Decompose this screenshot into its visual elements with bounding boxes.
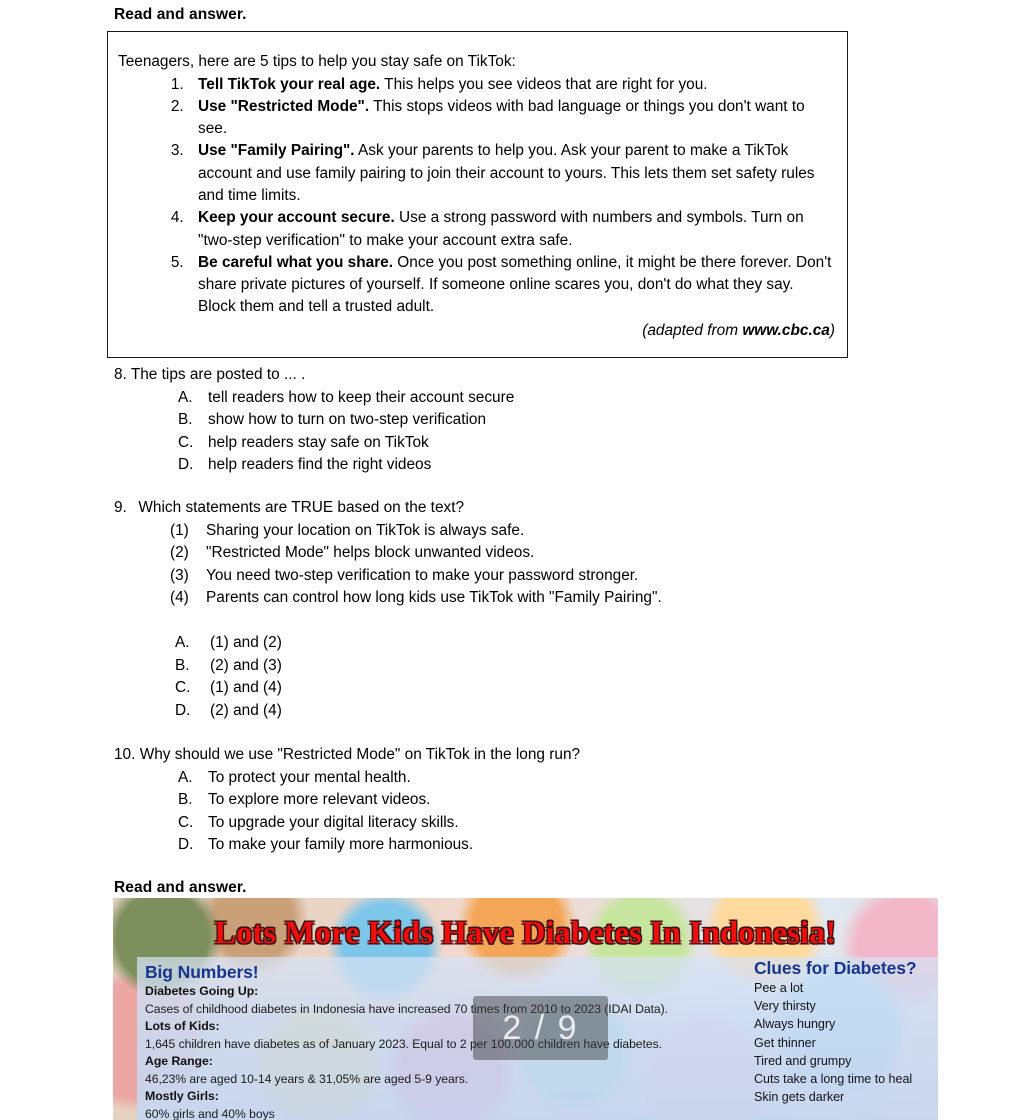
tip-title: Keep your account secure. [198,209,395,227]
question-10-number: 10. [114,746,136,763]
tip-title: Use "Family Pairing". [198,142,355,160]
stat-value: 1,645 children have diabetes as of January 2023. Equal to 2 per 100.000 children have diabetes. [145,1036,662,1051]
option-row[interactable] [175,700,894,723]
tip-item [188,140,833,207]
tip-body: Once you post something online, it might be there forever. Don't share private pictures of yourself. If someone online scares you, don't do what they say. Block them and tell a trusted adult. [198,253,832,316]
statement-row [170,587,894,610]
clue-item: Tired and grumpy [754,1053,852,1068]
tip-body: This helps you see videos that are right for you. [380,75,708,93]
read-and-answer-heading-1: Read and answer. [114,6,247,23]
passage-attribution [116,320,839,342]
clues-heading: Clues for Diabetes? [754,958,917,978]
question-9-statements [114,520,894,610]
question-9-stem [114,497,894,520]
reading-passage-content [116,51,839,342]
reading-passage-box [107,31,848,358]
option-row[interactable] [175,632,894,655]
option-text: To protect your mental health. [208,768,411,786]
stat-value: Cases of childhood diabetes in Indonesia have increased 70 times from 2010 to 2023 (IDAI Data). [145,1001,669,1016]
option-text: tell readers how to keep their account secure [208,388,515,406]
tip-item [188,207,833,252]
statement-text: "Restricted Mode" helps block unwanted videos. [206,544,535,562]
tip-title: Be careful what you share. [198,253,394,271]
statement-text: You need two-step verification to make your password stronger. [206,566,639,584]
infographic-title: Lots More Kids Have Diabetes In Indonesia! [214,914,837,950]
statement-text: Sharing your location on TikTok is always safe. [206,521,525,539]
option-row[interactable] [178,812,894,835]
stat-value: 46,23% are aged 10-14 years & 31,05% are aged 5-9 years. [145,1071,469,1086]
tip-item [188,74,833,96]
option-text: help readers stay safe on TikTok [208,433,429,451]
option-text: (2) and (4) [210,701,282,719]
statement-label: (1) [170,521,189,539]
question-10 [114,744,894,857]
statement-row [170,542,894,565]
option-label: D. [175,701,191,719]
tip-title: Tell TikTok your real age. [198,75,381,93]
stat-label: Lots of Kids: [145,1019,220,1033]
option-label: C. [178,813,194,831]
statement-label: (2) [170,544,189,562]
spacer [114,610,894,632]
option-row[interactable] [178,789,894,812]
question-8-options [114,387,874,477]
question-8-number: 8. [114,366,127,383]
clue-item: Always hungry [754,1017,836,1032]
statement-label: (4) [170,589,189,607]
option-row[interactable] [178,432,874,455]
clues-section [754,957,938,1106]
question-9-text: Which statements are TRUE based on the text? [138,499,465,516]
big-numbers-heading: Big Numbers! [145,962,259,982]
question-9 [114,497,894,722]
statement-row [170,565,894,588]
stat-label: Mostly Girls: [145,1089,219,1103]
tip-item [188,252,833,319]
option-label: A. [175,633,190,651]
diabetes-infographic [113,898,938,1120]
question-10-options [114,767,894,857]
tip-body: This stops videos with bad language or things you don't want to see. [198,97,805,138]
option-row[interactable] [178,387,874,410]
tip-body: Ask your parents to help you. Ask your parent to make a TikTok account and use family pairing to join their account to yours. This lets them set safety rules and time limits. [198,142,815,204]
option-row[interactable] [175,677,894,700]
option-text: To explore more relevant videos. [208,791,431,809]
question-9-number: 9. [114,499,127,516]
option-row[interactable] [178,834,894,857]
stat-label: Diabetes Going Up: [145,984,259,998]
question-8-stem [114,364,874,387]
read-and-answer-heading-2: Read and answer. [114,879,247,896]
clue-item: Pee a lot [754,981,804,995]
option-text: (1) and (4) [210,679,282,697]
option-label: C. [178,433,194,451]
question-10-text: Why should we use "Restricted Mode" on TikTok in the long run? [139,746,581,763]
question-8 [114,364,874,477]
option-label: D. [178,456,194,474]
option-text: To make your family more harmonious. [208,836,474,854]
statement-row [170,520,894,543]
option-text: To upgrade your digital literacy skills. [208,813,459,831]
tip-title: Use "Restricted Mode". [198,97,370,115]
big-numbers-section [145,961,745,1120]
question-10-stem [114,744,894,767]
option-label: B. [175,656,190,674]
statement-text: Parents can control how long kids use TikTok with "Family Pairing". [206,589,662,607]
tips-list [116,74,839,319]
clue-item: Get thinner [754,1035,816,1050]
statement-label: (3) [170,566,189,584]
option-label: A. [178,768,193,786]
clue-item: Very thirsty [754,999,816,1014]
question-9-options [114,632,894,722]
attribution-prefix: (adapted from [642,321,743,339]
passage-intro: Teenagers, here are 5 tips to help you stay safe on TikTok: [118,53,516,70]
question-8-text: The tips are posted to ... . [130,366,306,383]
option-text: (1) and (2) [210,633,282,651]
option-row[interactable] [175,655,894,678]
stat-label: Age Range: [145,1054,213,1068]
stat-value: 60% girls and 40% boys [145,1106,275,1120]
option-text: show how to turn on two-step verification [208,411,487,429]
option-label: C. [175,679,191,697]
clue-item: Skin gets darker [754,1090,845,1105]
clue-item: Cuts take a long time to heal [754,1072,913,1087]
option-label: A. [178,388,193,406]
option-label: B. [178,791,193,809]
attribution-source: www.cbc.ca [742,321,830,339]
option-text: help readers find the right videos [208,456,432,474]
option-row[interactable] [178,767,894,790]
option-label: B. [178,411,193,429]
option-row[interactable] [178,409,874,432]
attribution-suffix: ) [829,321,835,339]
option-row[interactable] [178,454,874,477]
page-indicator: 2 / 9 [473,996,608,1060]
tip-item [188,96,833,141]
option-label: D. [178,836,194,854]
infographic-panel [137,957,938,1120]
tip-body: Use a strong password with numbers and symbols. Turn on "two-step verification" to make your account extra safe. [198,209,804,249]
option-text: (2) and (3) [210,656,282,674]
